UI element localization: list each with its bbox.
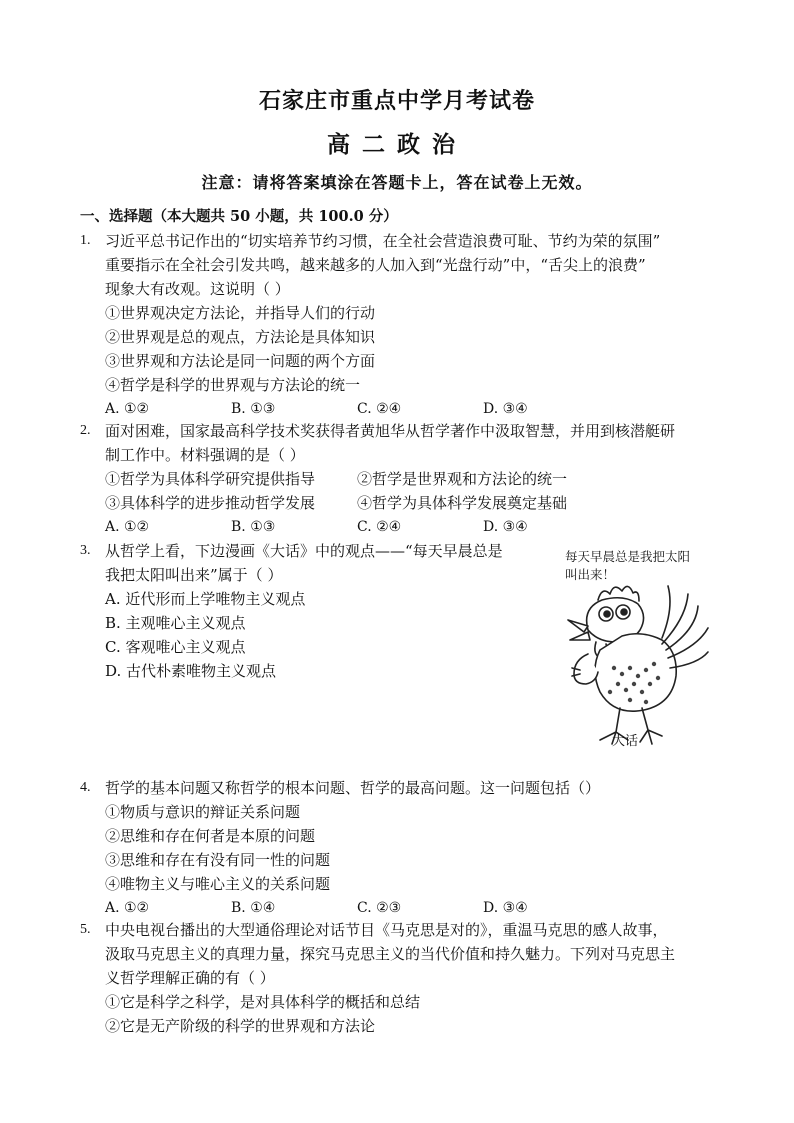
question-stem-line: 我把太阳叫出来”属于（ ）	[105, 566, 283, 584]
statement: ①哲学为具体科学研究提供指导	[105, 470, 316, 488]
option-d[interactable]: D. ③④	[483, 401, 528, 417]
notice-text: 注意：请将答案填涂在答题卡上，答在试卷上无效。	[201, 173, 593, 192]
option-d[interactable]: D. ③④	[483, 900, 528, 916]
statement: ③思维和存在有没有同一性的问题	[105, 851, 331, 869]
question-stem-line: 习近平总书记作出的“切实培养节约习惯，在全社会营造浪费可耻、节约为荣的氛围”	[105, 232, 661, 250]
option-a[interactable]: A. 近代形而上学唯物主义观点	[105, 590, 306, 608]
question-stem-line: 中央电视台播出的大型通俗理论对话节目《马克思是对的》，重温马克思的感人故事，	[105, 921, 668, 939]
option-a[interactable]: A. ①②	[105, 900, 150, 916]
option-b[interactable]: B. ①③	[231, 401, 276, 417]
question-3	[80, 539, 550, 683]
statement: ①它是科学之科学，是对具体科学的概括和总结	[105, 993, 421, 1011]
statement: ③世界观和方法论是同一问题的两个方面	[105, 352, 376, 370]
question-stem-line: 现象大有改观。这说明（ ）	[105, 280, 290, 298]
statement: ③具体科学的进步推动哲学发展	[105, 494, 316, 512]
statement: ②思维和存在何者是本原的问题	[105, 827, 316, 845]
option-a[interactable]: A. ①②	[105, 401, 150, 417]
option-c[interactable]: C. ②④	[357, 519, 402, 535]
question-number: 4.	[80, 780, 91, 795]
section-heading: 一、选择题（本大题共 50 小题，共 100.0 分）	[80, 208, 398, 225]
question-stem-line: 义哲学理解正确的有（ ）	[105, 969, 275, 987]
statement-row	[105, 491, 720, 515]
statement: ②世界观是总的观点，方法论是具体知识	[105, 328, 376, 346]
option-b[interactable]: B. ①③	[231, 519, 276, 535]
option-c[interactable]: C. ②④	[357, 401, 402, 417]
statement: ①物质与意识的辩证关系问题	[105, 803, 301, 821]
rooster-cartoon-image	[558, 542, 718, 752]
question-stem-line: 制工作中。材料强调的是（ ）	[105, 446, 305, 464]
question-4	[80, 776, 720, 920]
question-2	[80, 419, 720, 539]
cartoon-caption-line: 每天早晨总是我把太阳	[565, 549, 691, 564]
statement: ④哲学为具体科学发展奠定基础	[357, 494, 568, 512]
cartoon-title: 大话	[612, 734, 639, 749]
question-stem-line: 面对困难，国家最高科学技术奖获得者黄旭华从哲学著作中汲取智慧，并用到核潜艇研	[105, 422, 676, 440]
option-c[interactable]: C. 客观唯心主义观点	[105, 638, 246, 656]
option-b[interactable]: B. ①④	[231, 900, 276, 916]
statement: ①世界观决定方法论，并指导人们的行动	[105, 304, 376, 322]
statement: ④唯物主义与唯心主义的关系问题	[105, 875, 331, 893]
question-number: 3.	[80, 543, 91, 558]
option-c[interactable]: C. ②③	[357, 900, 402, 916]
question-number: 5.	[80, 922, 91, 937]
question-stem-line: 重要指示在全社会引发共鸣，越来越多的人加入到“光盘行动”中，“舌尖上的浪费”	[105, 256, 646, 274]
answer-options	[105, 515, 720, 539]
option-b[interactable]: B. 主观唯心主义观点	[105, 614, 246, 632]
cartoon-caption-line: 叫出来！	[565, 567, 616, 582]
option-d[interactable]: D. ③④	[483, 519, 528, 535]
question-stem-line: 从哲学上看，下边漫画《大话》中的观点——“每天早晨总是	[105, 542, 503, 560]
option-a[interactable]: A. ①②	[105, 519, 150, 535]
statement: ②它是无产阶级的科学的世界观和方法论	[105, 1017, 376, 1035]
question-stem-line: 汲取马克思主义的真理力量，探究马克思主义的当代价值和持久魅力。下列对马克思主	[105, 945, 676, 963]
statement: ②哲学是世界观和方法论的统一	[357, 470, 568, 488]
question-1	[80, 229, 720, 421]
question-number: 1.	[80, 233, 91, 248]
question-stem-line: 哲学的基本问题又称哲学的根本问题、哲学的最高问题。这一问题包括（）	[105, 779, 601, 797]
subject-title: 高二政治	[327, 132, 467, 158]
answer-options	[105, 896, 720, 920]
option-d[interactable]: D. 古代朴素唯物主义观点	[105, 662, 277, 680]
statement-row	[105, 467, 720, 491]
page-title: 石家庄市重点中学月考试卷	[258, 89, 535, 114]
question-number: 2.	[80, 423, 91, 438]
question-5	[80, 918, 720, 1038]
statement: ④哲学是科学的世界观与方法论的统一	[105, 376, 361, 394]
answer-options	[105, 397, 720, 421]
